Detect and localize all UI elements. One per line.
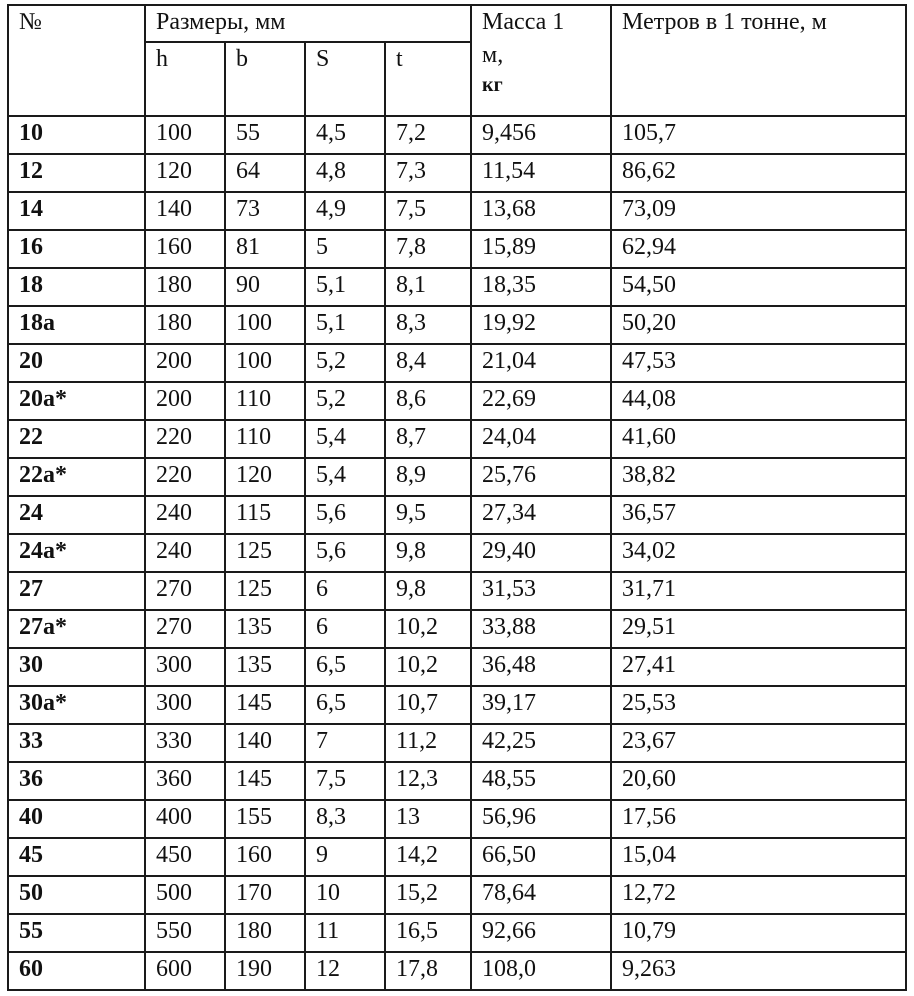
cell-h: 360: [145, 762, 225, 800]
cell-b: 81: [225, 230, 305, 268]
cell-s: 5,4: [305, 420, 385, 458]
cell-b: 55: [225, 116, 305, 154]
cell-mass: 22,69: [471, 382, 611, 420]
cell-meters-per-ton: 44,08: [611, 382, 906, 420]
cell-number: 30: [8, 648, 145, 686]
table-row: [8, 230, 906, 268]
cell-b: 135: [225, 610, 305, 648]
cell-mass: 19,92: [471, 306, 611, 344]
cell-s: 5: [305, 230, 385, 268]
cell-mass: 24,04: [471, 420, 611, 458]
table-row: [8, 952, 906, 990]
cell-mass: 31,53: [471, 572, 611, 610]
cell-mass: 25,76: [471, 458, 611, 496]
cell-number: 10: [8, 116, 145, 154]
cell-h: 100: [145, 116, 225, 154]
cell-t: 10,2: [385, 610, 471, 648]
header-number: №: [8, 5, 145, 116]
cell-meters-per-ton: 25,53: [611, 686, 906, 724]
cell-t: 17,8: [385, 952, 471, 990]
cell-mass: 48,55: [471, 762, 611, 800]
cell-mass: 36,48: [471, 648, 611, 686]
cell-s: 7: [305, 724, 385, 762]
cell-s: 5,4: [305, 458, 385, 496]
table-row: [8, 800, 906, 838]
cell-t: 9,5: [385, 496, 471, 534]
cell-s: 5,6: [305, 534, 385, 572]
header-s: S: [305, 42, 385, 116]
header-mass: [471, 5, 611, 116]
cell-number: 24а*: [8, 534, 145, 572]
cell-b: 140: [225, 724, 305, 762]
cell-s: 9: [305, 838, 385, 876]
cell-h: 180: [145, 268, 225, 306]
cell-s: 6,5: [305, 686, 385, 724]
cell-t: 7,2: [385, 116, 471, 154]
cell-meters-per-ton: 54,50: [611, 268, 906, 306]
cell-meters-per-ton: 29,51: [611, 610, 906, 648]
cell-s: 5,2: [305, 382, 385, 420]
cell-h: 300: [145, 686, 225, 724]
cell-s: 5,1: [305, 306, 385, 344]
cell-number: 50: [8, 876, 145, 914]
cell-mass: 27,34: [471, 496, 611, 534]
cell-number: 22: [8, 420, 145, 458]
cell-h: 180: [145, 306, 225, 344]
cell-t: 11,2: [385, 724, 471, 762]
cell-h: 500: [145, 876, 225, 914]
table-row: [8, 914, 906, 952]
cell-meters-per-ton: 34,02: [611, 534, 906, 572]
cell-meters-per-ton: 23,67: [611, 724, 906, 762]
cell-meters-per-ton: 31,71: [611, 572, 906, 610]
cell-s: 4,5: [305, 116, 385, 154]
cell-b: 90: [225, 268, 305, 306]
cell-h: 270: [145, 610, 225, 648]
cell-number: 27а*: [8, 610, 145, 648]
cell-mass: 29,40: [471, 534, 611, 572]
cell-h: 600: [145, 952, 225, 990]
cell-t: 9,8: [385, 534, 471, 572]
cell-s: 4,8: [305, 154, 385, 192]
table-row: [8, 192, 906, 230]
cell-b: 110: [225, 420, 305, 458]
cell-meters-per-ton: 38,82: [611, 458, 906, 496]
cell-h: 220: [145, 420, 225, 458]
cell-number: 36: [8, 762, 145, 800]
cell-mass: 42,25: [471, 724, 611, 762]
cell-t: 8,1: [385, 268, 471, 306]
cell-s: 6,5: [305, 648, 385, 686]
table-row: [8, 496, 906, 534]
cell-meters-per-ton: 20,60: [611, 762, 906, 800]
cell-meters-per-ton: 10,79: [611, 914, 906, 952]
cell-b: 180: [225, 914, 305, 952]
cell-h: 160: [145, 230, 225, 268]
cell-b: 145: [225, 762, 305, 800]
cell-number: 55: [8, 914, 145, 952]
table-row: [8, 534, 906, 572]
cell-h: 120: [145, 154, 225, 192]
table-row: [8, 876, 906, 914]
cell-t: 8,3: [385, 306, 471, 344]
cell-h: 550: [145, 914, 225, 952]
table-body: [8, 5, 906, 990]
cell-h: 200: [145, 382, 225, 420]
table-row: [8, 686, 906, 724]
cell-meters-per-ton: 17,56: [611, 800, 906, 838]
cell-s: 4,9: [305, 192, 385, 230]
cell-b: 115: [225, 496, 305, 534]
cell-mass: 9,456: [471, 116, 611, 154]
cell-h: 140: [145, 192, 225, 230]
cell-b: 100: [225, 344, 305, 382]
cell-s: 5,2: [305, 344, 385, 382]
cell-mass: 15,89: [471, 230, 611, 268]
cell-number: 45: [8, 838, 145, 876]
cell-meters-per-ton: 86,62: [611, 154, 906, 192]
table-row: [8, 306, 906, 344]
cell-t: 8,9: [385, 458, 471, 496]
cell-s: 5,1: [305, 268, 385, 306]
header-t: t: [385, 42, 471, 116]
cell-number: 20: [8, 344, 145, 382]
cell-number: 12: [8, 154, 145, 192]
table-row: [8, 344, 906, 382]
cell-s: 6: [305, 572, 385, 610]
cell-t: 7,3: [385, 154, 471, 192]
cell-t: 14,2: [385, 838, 471, 876]
header-mass-line1: Масса 1: [482, 9, 565, 35]
cell-h: 300: [145, 648, 225, 686]
table-row: [8, 648, 906, 686]
cell-meters-per-ton: 9,263: [611, 952, 906, 990]
table-row: [8, 572, 906, 610]
cell-t: 10,7: [385, 686, 471, 724]
cell-b: 120: [225, 458, 305, 496]
cell-h: 400: [145, 800, 225, 838]
cell-t: 15,2: [385, 876, 471, 914]
cell-s: 5,6: [305, 496, 385, 534]
header-meters-per-ton: Метров в 1 тонне, м: [611, 5, 906, 116]
cell-b: 100: [225, 306, 305, 344]
cell-meters-per-ton: 12,72: [611, 876, 906, 914]
cell-mass: 11,54: [471, 154, 611, 192]
table-row: [8, 154, 906, 192]
cell-mass: 92,66: [471, 914, 611, 952]
cell-t: 8,7: [385, 420, 471, 458]
cell-s: 8,3: [305, 800, 385, 838]
cell-number: 14: [8, 192, 145, 230]
cell-number: 27: [8, 572, 145, 610]
table-row: [8, 610, 906, 648]
table-row: [8, 382, 906, 420]
cell-b: 125: [225, 534, 305, 572]
cell-t: 8,4: [385, 344, 471, 382]
cell-mass: 33,88: [471, 610, 611, 648]
table-row: [8, 458, 906, 496]
cell-mass: 108,0: [471, 952, 611, 990]
cell-number: 30а*: [8, 686, 145, 724]
cell-mass: 18,35: [471, 268, 611, 306]
cell-number: 22а*: [8, 458, 145, 496]
cell-s: 6: [305, 610, 385, 648]
cell-s: 10: [305, 876, 385, 914]
beam-dimensions-table: [7, 4, 907, 991]
header-h: h: [145, 42, 225, 116]
cell-h: 330: [145, 724, 225, 762]
cell-mass: 21,04: [471, 344, 611, 382]
cell-b: 190: [225, 952, 305, 990]
cell-b: 73: [225, 192, 305, 230]
header-mass-line2: м,: [482, 42, 504, 68]
cell-meters-per-ton: 27,41: [611, 648, 906, 686]
cell-t: 12,3: [385, 762, 471, 800]
cell-t: 7,5: [385, 192, 471, 230]
table-row: [8, 268, 906, 306]
table-row: [8, 762, 906, 800]
cell-number: 33: [8, 724, 145, 762]
cell-number: 16: [8, 230, 145, 268]
cell-h: 450: [145, 838, 225, 876]
cell-number: 18а: [8, 306, 145, 344]
cell-mass: 39,17: [471, 686, 611, 724]
cell-s: 7,5: [305, 762, 385, 800]
cell-s: 11: [305, 914, 385, 952]
cell-b: 110: [225, 382, 305, 420]
cell-meters-per-ton: 62,94: [611, 230, 906, 268]
cell-number: 40: [8, 800, 145, 838]
table-row: [8, 420, 906, 458]
cell-b: 135: [225, 648, 305, 686]
cell-meters-per-ton: 47,53: [611, 344, 906, 382]
cell-mass: 13,68: [471, 192, 611, 230]
table-row: [8, 116, 906, 154]
cell-mass: 78,64: [471, 876, 611, 914]
cell-meters-per-ton: 73,09: [611, 192, 906, 230]
cell-t: 7,8: [385, 230, 471, 268]
cell-t: 9,8: [385, 572, 471, 610]
cell-number: 60: [8, 952, 145, 990]
table-row: [8, 724, 906, 762]
cell-meters-per-ton: 15,04: [611, 838, 906, 876]
cell-t: 16,5: [385, 914, 471, 952]
table-row: [8, 838, 906, 876]
cell-b: 64: [225, 154, 305, 192]
cell-t: 10,2: [385, 648, 471, 686]
cell-number: 20а*: [8, 382, 145, 420]
cell-b: 160: [225, 838, 305, 876]
cell-b: 145: [225, 686, 305, 724]
cell-number: 18: [8, 268, 145, 306]
cell-mass: 56,96: [471, 800, 611, 838]
cell-h: 240: [145, 496, 225, 534]
header-dimensions: Размеры, мм: [145, 5, 471, 42]
cell-h: 240: [145, 534, 225, 572]
cell-meters-per-ton: 41,60: [611, 420, 906, 458]
cell-t: 8,6: [385, 382, 471, 420]
cell-s: 12: [305, 952, 385, 990]
cell-mass: 66,50: [471, 838, 611, 876]
cell-t: 13: [385, 800, 471, 838]
cell-b: 170: [225, 876, 305, 914]
cell-meters-per-ton: 36,57: [611, 496, 906, 534]
cell-b: 155: [225, 800, 305, 838]
cell-meters-per-ton: 50,20: [611, 306, 906, 344]
header-row-top: [8, 5, 906, 42]
header-b: b: [225, 42, 305, 116]
cell-number: 24: [8, 496, 145, 534]
cell-h: 200: [145, 344, 225, 382]
cell-meters-per-ton: 105,7: [611, 116, 906, 154]
header-mass-unit: кг: [482, 74, 503, 96]
cell-b: 125: [225, 572, 305, 610]
cell-h: 270: [145, 572, 225, 610]
cell-h: 220: [145, 458, 225, 496]
